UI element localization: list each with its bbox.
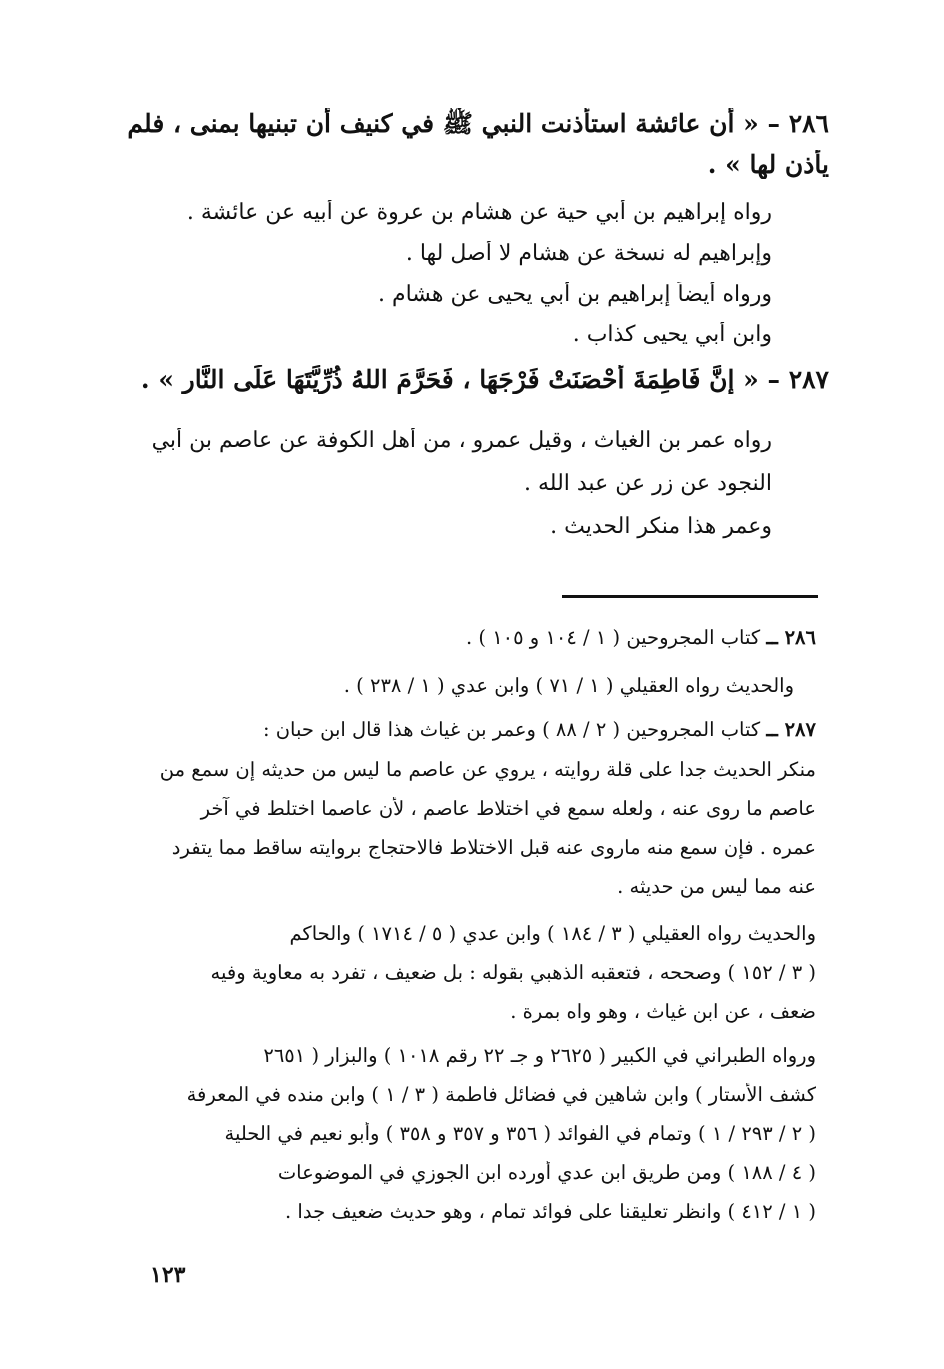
footnote-paragraph-2-line: ( ٣ / ١٥٢ ) وصححه ، فتعقبه الذهبي بقوله : بل ضعيف ، تفرد به معاوية وفيه (210, 961, 816, 984)
footnote-paragraph-3-line: ( ١ / ٤١٢ ) وانظر تعليقنا على فوائد تمام ، وهو حديث ضعيف جدا . (285, 1200, 816, 1223)
footnote-286-text: كتاب المجروحين ( ١ / ١٠٤ و ١٠٥ ) . (465, 626, 767, 649)
footnote-287-line-1 (106, 718, 816, 741)
footnote-paragraph-3-line: ( ٤ / ١٨٨ ) ومن طريق ابن عدي أورده ابن الجوزي في الموضوعات (277, 1161, 816, 1184)
footnote-paragraph-2-line: والحديث رواه العقيلي ( ٣ / ١٨٤ ) وابن عدي ( ٥ / ١٧١٤ ) والحاكم (289, 922, 816, 945)
footnote-287-text: كتاب المجروحين ( ٢ / ٨٨ ) وعمر بن غياث هذا قال ابن حبان : (262, 718, 767, 741)
footnote-286-line-2: والحديث رواه العقيلي ( ١ / ٧١ ) وابن عدي ( ١ / ٢٣٨ ) . (343, 674, 794, 697)
hadith-286-title-line-1: ٢٨٦ – « أن عائشة استأذنت النبي ﷺ في كنيف أن تبنيها بمنى ، فلم (127, 109, 829, 138)
footnote-paragraph-2-line: ضعف ، عن ابن غياث ، وهو واه بمرة . (510, 1000, 816, 1023)
page-number: ١٢٣ (150, 1262, 186, 1288)
hadith-287-title: ٢٨٧ – « إِنَّ فَاطِمَةَ أَحْصَنَتْ فَرْجَهَا ، فَحَرَّمَ اللهُ ذُرِّيَّتَهَا عَلَى النَّارِ » . (140, 365, 829, 394)
footnote-287-number: ٢٨٧ ــ (766, 718, 816, 741)
hadith-286-text-line: وابن أبي يحيى كذاب . (572, 322, 772, 347)
footnote-separator (562, 595, 818, 598)
hadith-286-title-line-2: يأذن لها » . (707, 150, 829, 179)
hadith-287-text-line: النجود عن زر عن عبد الله . (524, 471, 772, 496)
footnote-287-text-line: عاصم ما روى عنه ، ولعله سمع في اختلاط عاصم ، لأن عاصما اختلط في آخر (200, 797, 816, 820)
hadith-287-text-line: رواه عمر بن الغياث ، وقيل عمرو ، من أهل الكوفة عن عاصم بن أبي (151, 428, 772, 453)
hadith-287-text-line: وعمر هذا منكر الحديث . (550, 514, 772, 539)
footnote-286-line-1 (316, 626, 816, 649)
hadith-286-text-line: رواه إبراهيم بن أبي حية عن هشام بن عروة عن أبيه عن عائشة . (186, 200, 772, 225)
footnote-paragraph-3-line: ( ٢ / ٢٩٣ / ١ ) وتمام في الفوائد ( ٣٥٦ و ٣٥٧ و ٣٥٨ ) وأبو نعيم في الحلية (224, 1122, 816, 1145)
footnote-286-number: ٢٨٦ ــ (766, 626, 816, 649)
footnote-paragraph-3-line: ورواه الطبراني في الكبير ( ٢٦٢٥ و جـ ٢٢ رقم ١٠١٨ ) والبزار ( ٢٦٥١ (263, 1044, 816, 1067)
footnote-287-text-line: منكر الحديث جدا على قلة روايته ، يروي عن عاصم ما ليس من حديثه إن سمع من (159, 758, 816, 781)
hadith-286-text-line: ورواه أيضاً إبراهيم بن أبي يحيى عن هشام . (377, 282, 772, 307)
footnote-287-text-line: عمره . فإن سمع منه ماروى عنه قبل الاختلاط فالاحتجاج بروايته ساقط مما يتفرد (171, 836, 816, 859)
footnote-paragraph-3-line: كشف الأستار ) وابن شاهين في فضائل فاطمة ( ٣ / ١ ) وابن منده في المعرفة (186, 1083, 816, 1106)
hadith-286-text-line: وإبراهيم له نسخة عن هشام لا أصل لها . (405, 241, 772, 266)
footnote-287-text-line: عنه مما ليس من حديثه . (617, 875, 816, 898)
